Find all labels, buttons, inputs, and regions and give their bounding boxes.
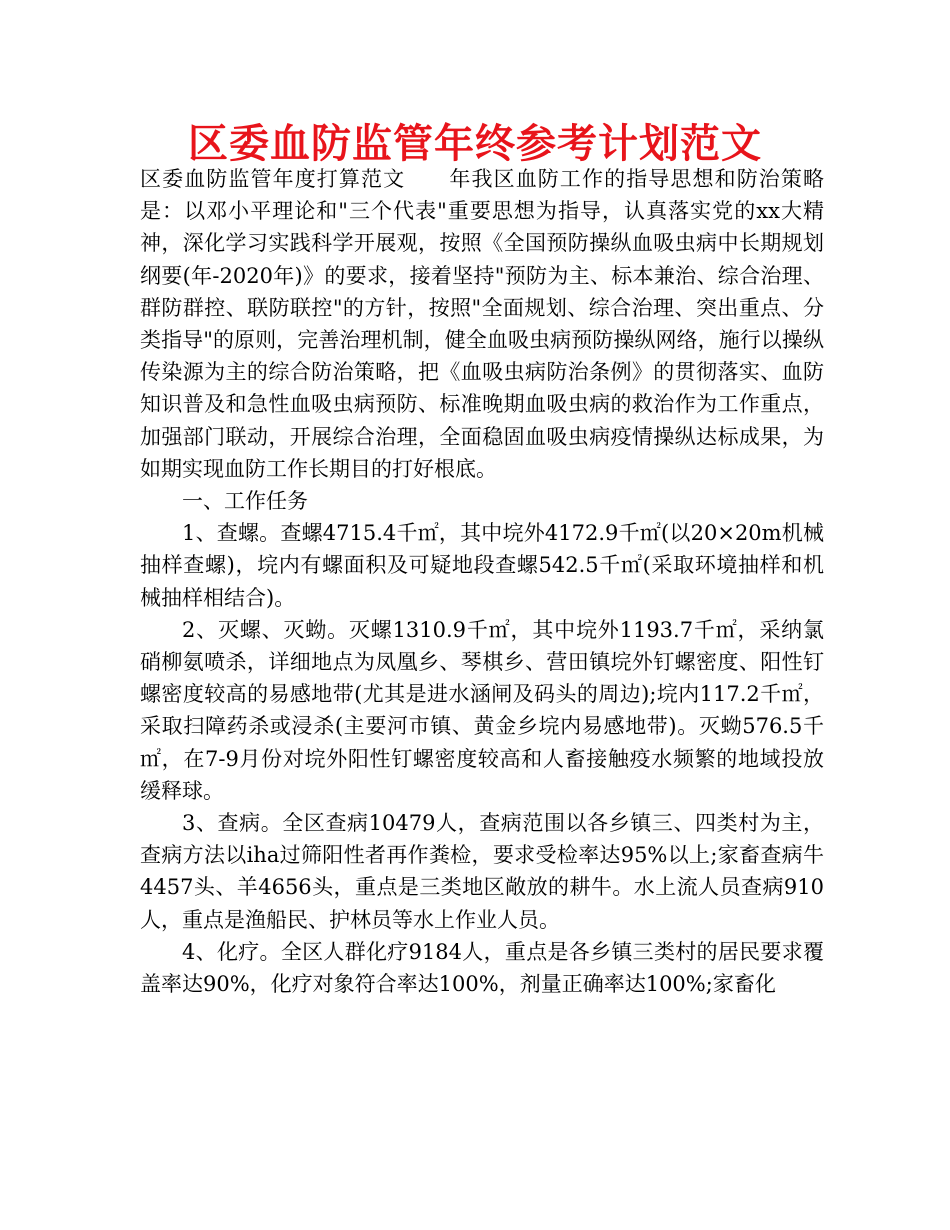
document-body: [140, 163, 824, 1000]
paragraph-chemotherapy: 4、化疗。全区人群化疗9184人，重点是各乡镇三类村的居民要求覆盖率达90%，化疗对象符合率达100%，剂量正确率达100%;家畜化: [140, 939, 824, 997]
paragraph-intro: 区委血防监管年度打算范文 年我区血防工作的指导思想和防治策略是：以邓小平理论和"三个代表"重要思想为指导，认真落实党的xx大精神，深化学习实践科学开展观，按照《全国预防操纵血吸虫病中长期规划纲要(年-2020年)》的要求，接着坚持"预防为主、标本兼治、综合治理、群防群控、联防联控"的方针，按照"全面规划、综合治理、突出重点、分类指导"的原则，完善治理机制，健全血吸虫病预防操纵网络，施行以操纵传染源为主的综合防治策略，把《血吸虫病防治条例》的贯彻落实、血防知识普及和急性血吸虫病预防、标准晚期血吸虫病的救治作为工作重点，加强部门联动，开展综合治理，全面稳固血吸虫病疫情操纵达标成果，为如期实现血防工作长期目的打好根底。: [140, 167, 824, 481]
paragraph-snail-survey: 1、查螺。查螺4715.4千㎡，其中垸外4172.9千㎡(以20×20m机械抽样查螺)，垸内有螺面积及可疑地段查螺542.5千㎡(采取环境抽样和机械抽样相结合)。: [140, 521, 824, 610]
document-title: 区委血防监管年终参考计划范文: [188, 121, 762, 167]
paragraph-snail-control: 2、灭螺、灭蚴。灭螺1310.9千㎡，其中垸外1193.7千㎡，采纳氯硝柳氨喷杀，详细地点为凤凰乡、琴棋乡、营田镇垸外钉螺密度、阳性钉螺密度较高的易感地带(尤其是进水涵闸及码头的周边);垸内117.2千㎡，采取扫障药杀或浸杀(主要河市镇、黄金乡垸内易感地带)。灭蚴576.5千㎡，在7-9月份对垸外阳性钉螺密度较高和人畜接触疫水频繁的地域投放缓释球。: [140, 617, 824, 803]
section-heading-tasks: 一、工作任务: [182, 489, 308, 514]
paragraph-disease-screening: 3、查病。全区查病10479人，查病范围以各乡镇三、四类村为主，查病方法以iha过筛阳性者再作粪检，要求受检率达95%以上;家畜查病牛4457头、羊4656头，重点是三类地区敞放的耕牛。水上流人员查病910人，重点是渔船民、护林员等水上作业人员。: [140, 811, 824, 932]
